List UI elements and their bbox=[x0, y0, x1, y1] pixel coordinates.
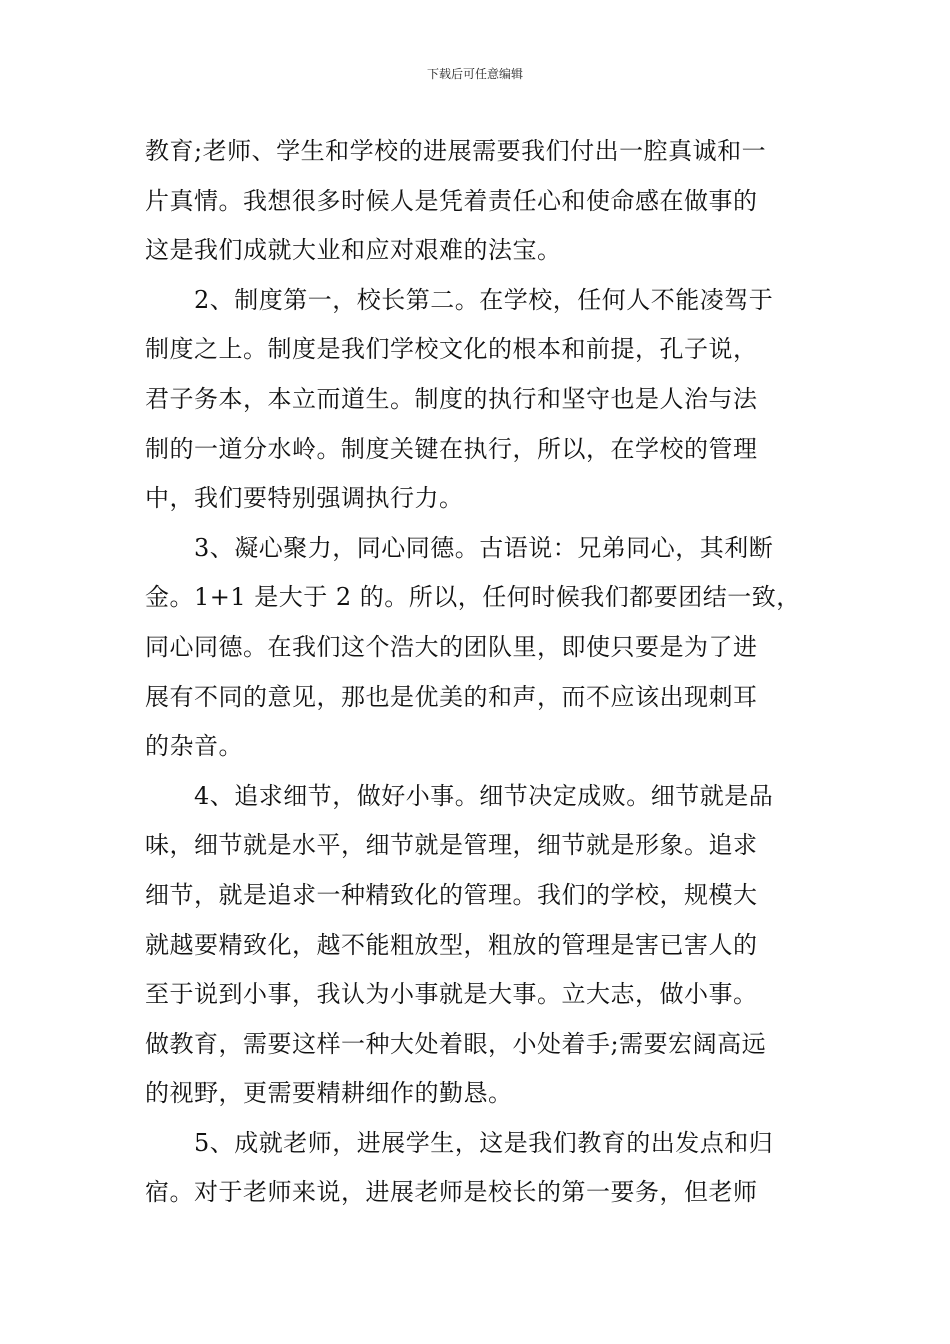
text-line: 做教育，需要这样一种大处着眼，小处着手;需要宏阔高远 bbox=[145, 1029, 767, 1058]
text-line: 宿。对于老师来说，进展老师是校长的第一要务，但老师 bbox=[145, 1178, 758, 1207]
text-line: 5、成就老师，进展学生，这是我们教育的出发点和归 bbox=[145, 1128, 774, 1157]
text-line: 君子务本，本立而道生。制度的执行和坚守也是人治与法 bbox=[145, 384, 758, 413]
text-line: 教育;老师、学生和学校的进展需要我们付出一腔真诚和一 bbox=[145, 137, 767, 165]
text-line: 中，我们要特别强调执行力。 bbox=[145, 484, 464, 513]
text-line: 这是我们成就大业和应对艰难的法宝。 bbox=[145, 236, 562, 265]
text-line: 至于说到小事，我认为小事就是大事。立大志，做小事。 bbox=[145, 980, 758, 1009]
text-line: 展有不同的意见，那也是优美的和声，而不应该出现刺耳 bbox=[145, 682, 758, 711]
text-line: 的杂音。 bbox=[145, 732, 243, 761]
text-line: 味，细节就是水平，细节就是管理，细节就是形象。追求 bbox=[145, 831, 758, 860]
text-line: 4、追求细节，做好小事。细节决定成败。细节就是品 bbox=[145, 781, 774, 810]
text-line: 细节，就是追求一种精致化的管理。我们的学校，规模大 bbox=[145, 880, 758, 909]
page-header: 下载后可任意编辑 bbox=[426, 67, 523, 81]
text-line: 3、凝心聚力，同心同德。古语说：兄弟同心，其利断 bbox=[145, 533, 774, 562]
text-line: 的视野，更需要精耕细作的勤恳。 bbox=[145, 1079, 513, 1108]
text-line: 片真情。我想很多时候人是凭着责任心和使命感在做事的 bbox=[145, 186, 758, 215]
body-text bbox=[145, 127, 807, 1218]
text-line: 制度之上。制度是我们学校文化的根本和前提，孔子说， bbox=[145, 335, 758, 364]
text-line: 制的一道分水岭。制度关键在执行，所以，在学校的管理 bbox=[145, 434, 758, 463]
text-line: 就越要精致化，越不能粗放型，粗放的管理是害已害人的 bbox=[145, 930, 758, 959]
text-line: 金。1+1 是大于 2 的。所以，任何时候我们都要团结一致， bbox=[145, 583, 801, 612]
text-line: 2、制度第一，校长第二。在学校，任何人不能凌驾于 bbox=[145, 285, 774, 314]
text-line: 同心同德。在我们这个浩大的团队里，即使只要是为了进 bbox=[145, 632, 758, 661]
